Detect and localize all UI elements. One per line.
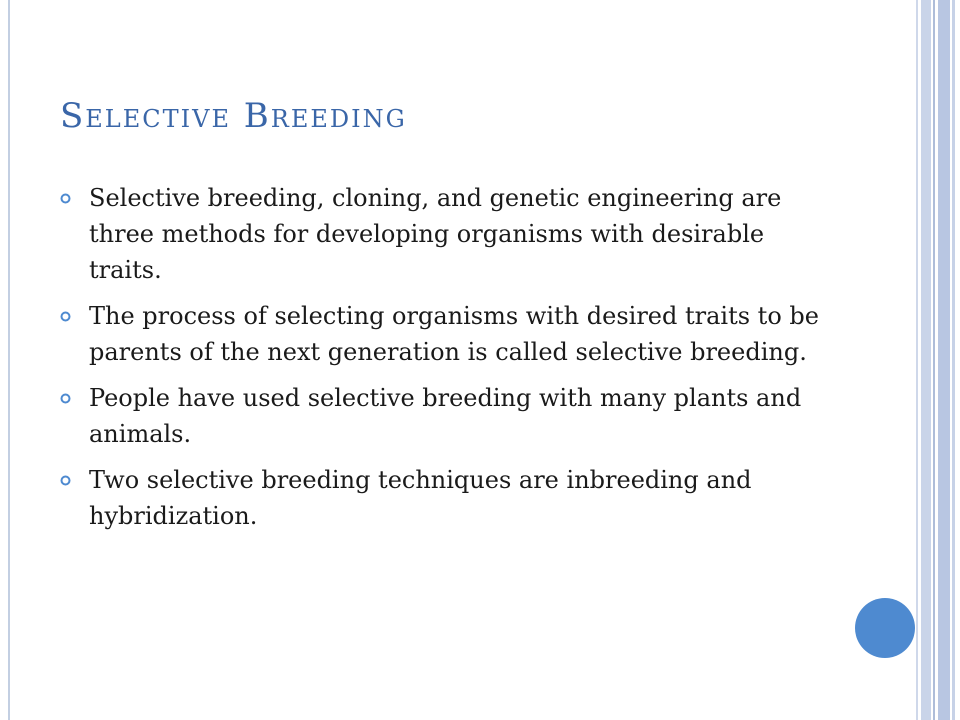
- right-stripe: [933, 0, 935, 720]
- bullet-ring-icon: [60, 393, 71, 404]
- bullet-text: The process of selecting organisms with desired traits to be parents of the next generation is called selective breeding.: [89, 302, 819, 366]
- left-border-line: [8, 0, 10, 720]
- bullet-text: People have used selective breeding with many plants and animals.: [89, 384, 802, 448]
- accent-circle: [855, 598, 915, 658]
- right-stripe: [921, 0, 931, 720]
- bullet-text: Two selective breeding techniques are inbreeding and hybridization.: [89, 466, 752, 530]
- bullet-item: [60, 180, 820, 288]
- bullet-item: [60, 462, 820, 534]
- right-stripe: [952, 0, 955, 720]
- bullet-list: [60, 180, 820, 544]
- right-stripe: [938, 0, 950, 720]
- bullet-ring-icon: [60, 475, 71, 486]
- bullet-ring-icon: [60, 311, 71, 322]
- bullet-item: [60, 298, 820, 370]
- bullet-item: [60, 380, 820, 452]
- bullet-text: Selective breeding, cloning, and genetic engineering are three methods for developing organisms with desirable traits.: [89, 184, 782, 284]
- slide-title: Selective Breeding: [60, 96, 407, 136]
- bullet-ring-icon: [60, 193, 71, 204]
- right-stripe: [916, 0, 918, 720]
